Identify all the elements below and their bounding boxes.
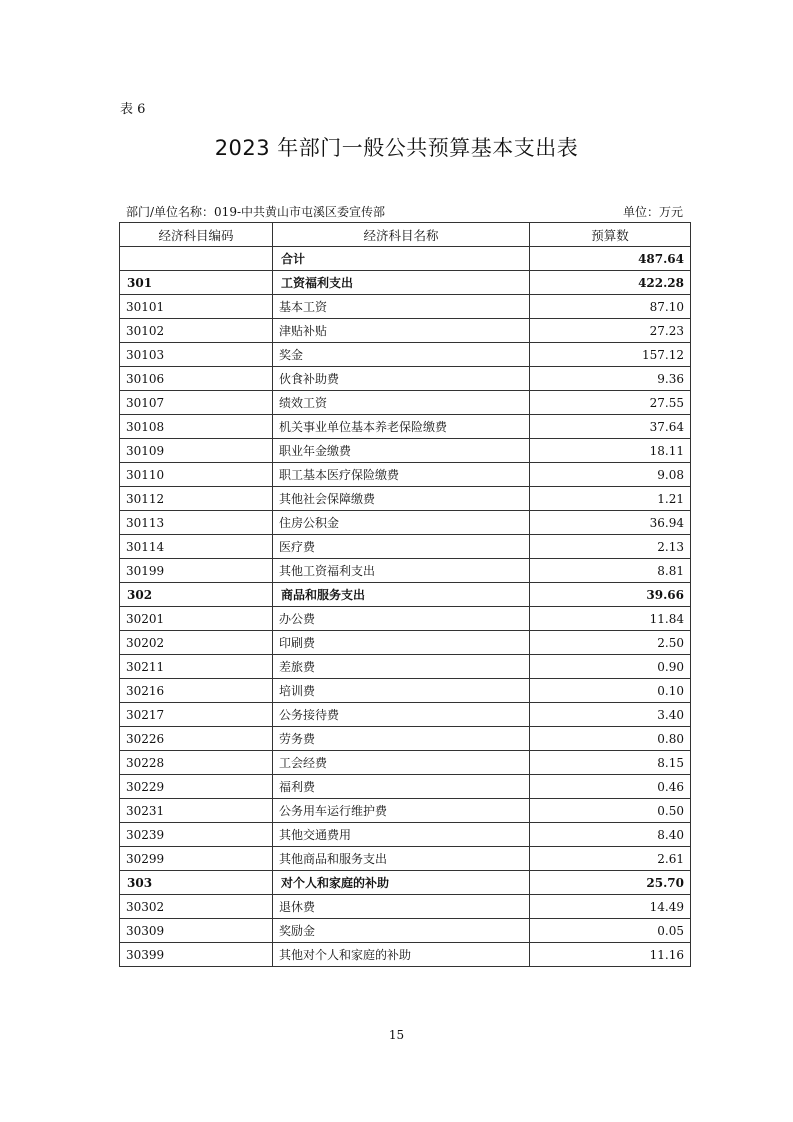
row-amount: 37.64: [530, 415, 691, 439]
page-number: 15: [388, 1028, 405, 1042]
row-name: 办公费: [273, 607, 530, 631]
table-row: [120, 847, 691, 871]
table-row: [120, 943, 691, 967]
table-row: [120, 439, 691, 463]
table-row: [120, 703, 691, 727]
row-code: 30226: [120, 727, 273, 751]
row-amount: 9.08: [530, 463, 691, 487]
row-amount: 39.66: [530, 583, 691, 607]
row-code: 30114: [120, 535, 273, 559]
row-amount: 8.40: [530, 823, 691, 847]
table-row: [120, 799, 691, 823]
row-amount: 0.10: [530, 679, 691, 703]
row-name: 合计: [273, 247, 530, 271]
row-amount: 11.16: [530, 943, 691, 967]
row-code: 30228: [120, 751, 273, 775]
row-name: 其他工资福利支出: [273, 559, 530, 583]
row-amount: 0.90: [530, 655, 691, 679]
row-code: 30106: [120, 367, 273, 391]
row-amount: 0.46: [530, 775, 691, 799]
row-amount: 1.21: [530, 487, 691, 511]
header-name: 经济科目名称: [273, 223, 530, 247]
row-amount: 2.61: [530, 847, 691, 871]
budget-table: [119, 222, 691, 967]
row-name: 商品和服务支出: [273, 583, 530, 607]
table-row: [120, 535, 691, 559]
row-amount: 9.36: [530, 367, 691, 391]
row-name: 职工基本医疗保险缴费: [273, 463, 530, 487]
row-amount: 36.94: [530, 511, 691, 535]
row-code: 30302: [120, 895, 273, 919]
row-name: 其他社会保障缴费: [273, 487, 530, 511]
row-name: 其他商品和服务支出: [273, 847, 530, 871]
row-amount: 25.70: [530, 871, 691, 895]
header-code: 经济科目编码: [120, 223, 273, 247]
row-code: 30110: [120, 463, 273, 487]
department-name: 部门/单位名称：019-中共黄山市屯溪区委宣传部: [126, 205, 386, 219]
row-code: 30239: [120, 823, 273, 847]
table-row: [120, 367, 691, 391]
row-code: 30201: [120, 607, 273, 631]
row-amount: 8.81: [530, 559, 691, 583]
row-name: 职业年金缴费: [273, 439, 530, 463]
row-code: 30216: [120, 679, 273, 703]
row-code: 30299: [120, 847, 273, 871]
row-name: 奖励金: [273, 919, 530, 943]
row-amount: 0.80: [530, 727, 691, 751]
row-name: 对个人和家庭的补助: [273, 871, 530, 895]
row-code: 30199: [120, 559, 273, 583]
row-name: 其他对个人和家庭的补助: [273, 943, 530, 967]
row-name: 工资福利支出: [273, 271, 530, 295]
table-row: [120, 319, 691, 343]
row-code: 30399: [120, 943, 273, 967]
row-amount: 14.49: [530, 895, 691, 919]
row-name: 绩效工资: [273, 391, 530, 415]
table-row: [120, 415, 691, 439]
row-name: 住房公积金: [273, 511, 530, 535]
row-code: 30202: [120, 631, 273, 655]
table-row: [120, 247, 691, 271]
row-name: 劳务费: [273, 727, 530, 751]
row-name: 工会经费: [273, 751, 530, 775]
row-name: 津贴补贴: [273, 319, 530, 343]
table-row: [120, 823, 691, 847]
row-code: 302: [120, 583, 273, 607]
row-code: 30229: [120, 775, 273, 799]
row-code: 30103: [120, 343, 273, 367]
row-code: 30231: [120, 799, 273, 823]
row-code: 30107: [120, 391, 273, 415]
row-amount: 3.40: [530, 703, 691, 727]
table-header-row: [120, 223, 691, 247]
row-name: 公务用车运行维护费: [273, 799, 530, 823]
table-row: [120, 343, 691, 367]
row-amount: 11.84: [530, 607, 691, 631]
row-amount: 0.05: [530, 919, 691, 943]
row-name: 机关事业单位基本养老保险缴费: [273, 415, 530, 439]
row-amount: 157.12: [530, 343, 691, 367]
table-row: [120, 751, 691, 775]
row-code: 30113: [120, 511, 273, 535]
row-code: 30309: [120, 919, 273, 943]
table-row: [120, 895, 691, 919]
row-name: 退休费: [273, 895, 530, 919]
table-row: [120, 655, 691, 679]
row-name: 公务接待费: [273, 703, 530, 727]
row-name: 其他交通费用: [273, 823, 530, 847]
row-name: 奖金: [273, 343, 530, 367]
row-amount: 87.10: [530, 295, 691, 319]
table-row: [120, 487, 691, 511]
row-name: 医疗费: [273, 535, 530, 559]
row-code: 30217: [120, 703, 273, 727]
table-row: [120, 919, 691, 943]
row-amount: 27.55: [530, 391, 691, 415]
row-code: 30109: [120, 439, 273, 463]
row-amount: 2.13: [530, 535, 691, 559]
row-name: 印刷费: [273, 631, 530, 655]
row-code: [120, 247, 273, 271]
row-amount: 8.15: [530, 751, 691, 775]
table-row: [120, 727, 691, 751]
row-code: 30102: [120, 319, 273, 343]
row-name: 差旅费: [273, 655, 530, 679]
table-row: [120, 871, 691, 895]
row-code: 301: [120, 271, 273, 295]
row-name: 培训费: [273, 679, 530, 703]
row-amount: 487.64: [530, 247, 691, 271]
row-code: 30101: [120, 295, 273, 319]
row-name: 福利费: [273, 775, 530, 799]
row-code: 30112: [120, 487, 273, 511]
table-row: [120, 295, 691, 319]
page-title: 2023 年部门一般公共预算基本支出表: [214, 136, 579, 160]
row-name: 伙食补助费: [273, 367, 530, 391]
table-row: [120, 559, 691, 583]
table-body: [120, 247, 691, 967]
table-label: 表 6: [120, 102, 146, 117]
header-amount: 预算数: [530, 223, 691, 247]
row-code: 30211: [120, 655, 273, 679]
table-row: [120, 463, 691, 487]
row-name: 基本工资: [273, 295, 530, 319]
table-row: [120, 511, 691, 535]
table-row: [120, 775, 691, 799]
row-code: 30108: [120, 415, 273, 439]
table-row: [120, 391, 691, 415]
row-amount: 422.28: [530, 271, 691, 295]
row-amount: 0.50: [530, 799, 691, 823]
table-row: [120, 679, 691, 703]
row-amount: 27.23: [530, 319, 691, 343]
table-row: [120, 607, 691, 631]
table-row: [120, 583, 691, 607]
row-amount: 18.11: [530, 439, 691, 463]
table-row: [120, 271, 691, 295]
row-amount: 2.50: [530, 631, 691, 655]
unit-label: 单位：万元: [622, 205, 683, 219]
row-code: 303: [120, 871, 273, 895]
table-row: [120, 631, 691, 655]
